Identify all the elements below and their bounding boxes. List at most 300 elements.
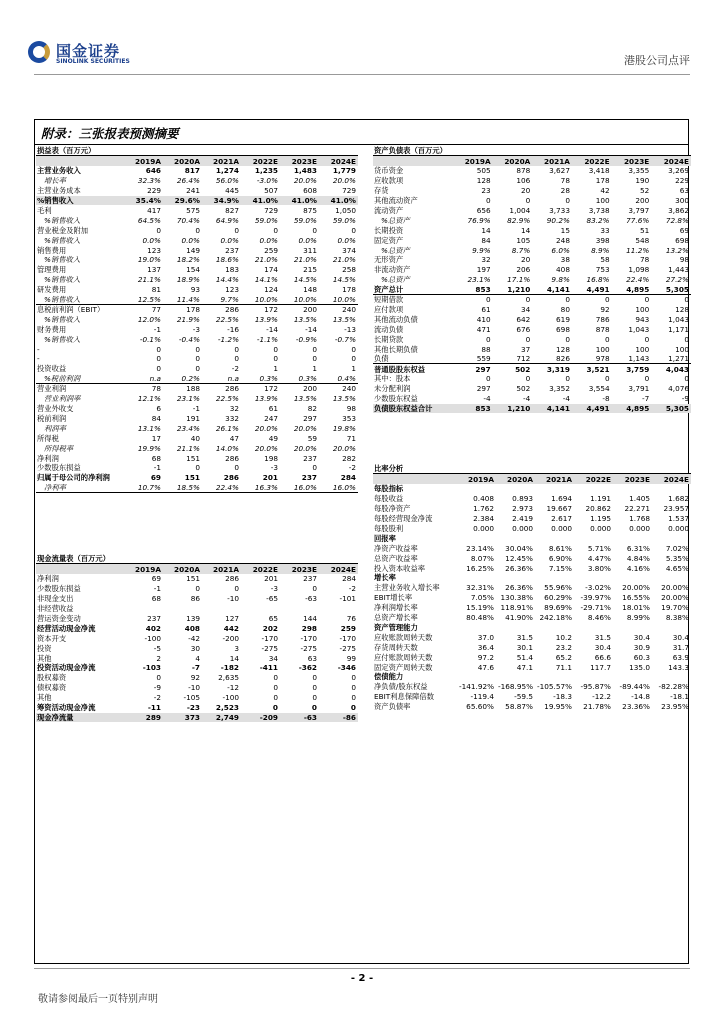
cell-value: -10 bbox=[227, 594, 239, 604]
cell-value: 0 bbox=[525, 374, 531, 384]
row-label: 长期贷款 bbox=[374, 334, 404, 344]
year-header: 2023E bbox=[280, 156, 319, 166]
year-header: 2021A bbox=[202, 564, 241, 574]
cell-value: -2 bbox=[348, 463, 356, 473]
cell-value: 1,483 bbox=[293, 166, 317, 176]
cell-value: 200 bbox=[635, 195, 650, 205]
cell-value: 191 bbox=[186, 413, 200, 423]
cell-value: 8.61% bbox=[548, 543, 572, 553]
cell-value: 0 bbox=[234, 344, 239, 354]
table-row bbox=[36, 354, 358, 364]
cell-value: 14 bbox=[481, 225, 491, 235]
row-label: 净利润 bbox=[37, 453, 59, 463]
cell-value: 2.617 bbox=[551, 513, 572, 523]
table-row bbox=[36, 713, 358, 723]
cell-value: -86 bbox=[319, 713, 358, 723]
cell-value: 4.16% bbox=[626, 563, 650, 573]
cell-value: 5.35% bbox=[665, 553, 689, 563]
cell-value: 402 bbox=[145, 623, 161, 633]
cell-value: 13.5% bbox=[293, 394, 317, 404]
row-label: 筹资活动现金净流 bbox=[37, 703, 96, 713]
cell-value: 6.0% bbox=[551, 245, 570, 255]
ratio-analysis-table bbox=[373, 464, 691, 712]
year-header: 2023E bbox=[612, 156, 652, 166]
row-label: 应收账款周转天数 bbox=[374, 632, 433, 642]
cell-value: -4 bbox=[562, 394, 570, 404]
row-label: 回报率 bbox=[374, 533, 396, 543]
cell-value: 61 bbox=[481, 304, 491, 314]
cell-value: 575 bbox=[186, 205, 200, 215]
cell-value: 0 bbox=[234, 225, 239, 235]
cell-value: 26.36% bbox=[505, 563, 533, 573]
cell-value: 151 bbox=[186, 453, 200, 463]
cell-value: 20.862 bbox=[585, 504, 611, 514]
cell-value: 149 bbox=[186, 245, 200, 255]
cell-value: 4.84% bbox=[626, 553, 650, 563]
cell-value: 3,797 bbox=[628, 205, 650, 215]
table-row bbox=[373, 374, 691, 384]
year-header: 2022E bbox=[241, 564, 280, 574]
cell-value: 82.9% bbox=[507, 215, 531, 225]
row-label: 每股收益 bbox=[374, 494, 404, 504]
cell-value: -362 bbox=[298, 663, 317, 673]
cell-value: 0 bbox=[486, 334, 491, 344]
cell-value: -4 bbox=[483, 394, 491, 404]
row-label: 存货周转天数 bbox=[374, 642, 418, 652]
cell-value: 66.6 bbox=[594, 652, 611, 662]
row-label: 净资产收益率 bbox=[374, 543, 418, 553]
table-title: 损益表（百万元） bbox=[36, 146, 358, 156]
cell-value bbox=[163, 604, 202, 614]
row-label: 货币资金 bbox=[374, 166, 404, 176]
cell-value: 1,043 bbox=[628, 324, 650, 334]
cell-value: 10.0% bbox=[319, 295, 358, 305]
table-title: 比率分析 bbox=[373, 464, 691, 474]
cell-value: 1.191 bbox=[590, 494, 611, 504]
cell-value: 258 bbox=[342, 265, 356, 275]
cell-value bbox=[124, 604, 163, 614]
cell-value: 259 bbox=[340, 623, 356, 633]
table-row bbox=[36, 463, 358, 473]
table-row bbox=[36, 364, 358, 374]
cell-value: 505 bbox=[476, 166, 491, 176]
row-label: 其他长期负债 bbox=[374, 344, 418, 354]
cell-value: 10.2 bbox=[555, 632, 572, 642]
cell-value: 178 bbox=[595, 176, 610, 186]
cell-value: -1.2% bbox=[217, 334, 239, 344]
cell-value: -42 bbox=[188, 633, 200, 643]
cell-value: -100 bbox=[144, 633, 161, 643]
table-row bbox=[373, 573, 691, 583]
cell-value: 0 bbox=[525, 195, 531, 205]
cell-value: 5.71% bbox=[587, 543, 611, 553]
cell-value: -7 bbox=[191, 663, 200, 673]
cell-value: 1.537 bbox=[668, 513, 689, 523]
row-label: 营业利润 bbox=[37, 384, 67, 394]
cell-value: 0.0% bbox=[220, 235, 239, 245]
cell-value: 0 bbox=[234, 354, 239, 364]
row-label: 其他流动资产 bbox=[374, 195, 418, 205]
cell-value: 247 bbox=[264, 413, 278, 423]
cell-value: 1.768 bbox=[629, 513, 650, 523]
cell-value: 0 bbox=[156, 364, 161, 374]
cell-value: -1 bbox=[153, 324, 161, 334]
table-row bbox=[36, 613, 358, 623]
income-statement-table bbox=[36, 146, 358, 493]
cell-value: 22.4% bbox=[626, 275, 650, 285]
row-label: 股权募资 bbox=[37, 673, 67, 683]
cell-value: 408 bbox=[556, 265, 570, 275]
cell-value: 151 bbox=[186, 574, 200, 584]
cell-value bbox=[613, 672, 652, 682]
cell-value: 0.000 bbox=[590, 523, 611, 533]
table-row bbox=[36, 344, 358, 354]
table-row bbox=[373, 533, 691, 543]
cell-value: 63 bbox=[679, 186, 689, 196]
cell-value bbox=[652, 573, 691, 583]
cell-value: 172 bbox=[264, 305, 278, 315]
cell-value: 502 bbox=[515, 364, 531, 374]
cell-value: 4.47% bbox=[587, 553, 611, 563]
table-row bbox=[373, 603, 691, 613]
row-label: 少数股东损益 bbox=[37, 463, 81, 473]
table-row bbox=[373, 225, 691, 235]
table-row bbox=[373, 523, 691, 533]
cell-value: 78 bbox=[560, 176, 570, 186]
cell-value: -1.1% bbox=[256, 334, 278, 344]
row-label: EBIT增长率 bbox=[374, 593, 413, 603]
table-row bbox=[36, 633, 358, 643]
cell-value: 286 bbox=[225, 574, 239, 584]
row-label: %销售收入 bbox=[44, 314, 81, 324]
cell-value: 1,050 bbox=[335, 205, 356, 215]
cell-value: 548 bbox=[635, 235, 650, 245]
row-label: %总资产 bbox=[381, 215, 410, 225]
cell-value: 34 bbox=[268, 653, 278, 663]
cell-value: 22.271 bbox=[624, 504, 650, 514]
row-label: 净利润增长率 bbox=[374, 603, 418, 613]
cell-value: 242.18% bbox=[539, 613, 572, 623]
year-header-row bbox=[373, 156, 691, 166]
table-row bbox=[36, 225, 358, 235]
cell-value bbox=[496, 484, 535, 494]
cell-value: 16.0% bbox=[280, 483, 319, 493]
row-label: 研发费用 bbox=[37, 285, 67, 295]
cell-value: 5,305 bbox=[651, 285, 691, 295]
cell-value: 16.8% bbox=[586, 275, 610, 285]
cell-value: 0 bbox=[273, 673, 278, 683]
table-row bbox=[36, 404, 358, 414]
cell-value: 698 bbox=[556, 324, 570, 334]
cell-value: 0 bbox=[312, 693, 317, 703]
cell-value: 0 bbox=[273, 225, 278, 235]
row-label: %销售收入 bbox=[44, 275, 81, 285]
cell-value: -3 bbox=[270, 584, 278, 594]
row-label: 毛利 bbox=[37, 205, 52, 215]
cell-value: 41.0% bbox=[319, 196, 358, 206]
cell-value: 174 bbox=[264, 265, 278, 275]
year-header: 2023E bbox=[280, 564, 319, 574]
row-label: 所得税 bbox=[37, 433, 59, 443]
cell-value: 373 bbox=[163, 713, 202, 723]
cell-value: -14.8 bbox=[631, 692, 650, 702]
cell-value: 60.29% bbox=[544, 593, 572, 603]
cell-value: 69 bbox=[151, 574, 161, 584]
row-label: 资本开支 bbox=[37, 633, 67, 643]
cell-value: 198 bbox=[264, 453, 278, 463]
cell-value: 0.2% bbox=[163, 374, 202, 384]
year-header-row bbox=[36, 156, 358, 166]
cell-value: 118.91% bbox=[500, 603, 533, 613]
cell-value: 445 bbox=[225, 186, 239, 196]
table-row bbox=[373, 314, 691, 324]
table-row bbox=[36, 384, 358, 394]
cell-value: 0 bbox=[604, 334, 610, 344]
cell-value: 0.000 bbox=[668, 523, 689, 533]
table-row bbox=[373, 166, 691, 176]
table-row bbox=[373, 295, 691, 305]
cell-value: 72.8% bbox=[665, 215, 689, 225]
cell-value: 105 bbox=[516, 235, 531, 245]
cell-value: -275 bbox=[300, 643, 317, 653]
cell-value: 2,749 bbox=[202, 713, 241, 723]
cell-value: -119.4 bbox=[470, 692, 494, 702]
cell-value: 100 bbox=[675, 344, 689, 354]
cell-value: 729 bbox=[342, 186, 356, 196]
cell-value: 10.7% bbox=[124, 483, 163, 493]
row-label: 营业利润率 bbox=[44, 394, 81, 404]
cell-value: -9 bbox=[681, 394, 689, 404]
cell-value bbox=[319, 604, 358, 614]
cell-value: 19.8% bbox=[332, 423, 356, 433]
table-row bbox=[373, 404, 691, 414]
table-row bbox=[373, 632, 691, 642]
cell-value: n.a bbox=[202, 374, 241, 384]
row-label: 管理费用 bbox=[37, 265, 67, 275]
cell-value: 20.00% bbox=[661, 593, 689, 603]
table-row bbox=[373, 265, 691, 275]
cell-value bbox=[652, 533, 691, 543]
cell-value: 58.87% bbox=[505, 702, 533, 712]
cell-value: -18.3 bbox=[553, 692, 572, 702]
table-row bbox=[36, 255, 358, 265]
cell-value: 9.8% bbox=[551, 275, 570, 285]
cell-value: -168.95% bbox=[498, 682, 534, 692]
cell-value: 471 bbox=[476, 324, 491, 334]
cell-value: 0 bbox=[273, 344, 278, 354]
cell-value: 0 bbox=[195, 584, 200, 594]
cell-value: 0 bbox=[312, 673, 317, 683]
table-row bbox=[36, 196, 358, 206]
table-row bbox=[373, 334, 691, 344]
cell-value: -59.5 bbox=[514, 692, 533, 702]
cell-value: 3,862 bbox=[668, 205, 689, 215]
table-row bbox=[36, 245, 358, 255]
cell-value: 2,523 bbox=[215, 703, 239, 713]
table-row bbox=[36, 483, 358, 493]
disclaimer-note: 敬请参阅最后一页特别声明 bbox=[38, 994, 158, 1005]
cell-value: 237 bbox=[303, 574, 317, 584]
cell-value: 1,443 bbox=[668, 265, 689, 275]
cell-value: 0 bbox=[195, 364, 200, 374]
cell-value: 65 bbox=[268, 613, 278, 623]
cell-value bbox=[535, 573, 574, 583]
cell-value: 0.408 bbox=[473, 494, 494, 504]
cell-value bbox=[652, 484, 691, 494]
cell-value: 30.4 bbox=[594, 642, 611, 652]
cell-value: 14.0% bbox=[215, 443, 239, 453]
row-label: EBIT利息保障倍数 bbox=[374, 692, 435, 702]
cell-value: -5 bbox=[153, 643, 161, 653]
cell-value: 21.1% bbox=[137, 275, 161, 285]
appendix-title: 附录：三张报表预测摘要 bbox=[41, 126, 179, 141]
cell-value: 2.384 bbox=[473, 513, 494, 523]
footer-divider bbox=[34, 968, 690, 969]
cell-value: -23 bbox=[186, 703, 200, 713]
cell-value: 71 bbox=[346, 433, 356, 443]
row-label: 其他 bbox=[37, 653, 52, 663]
cell-value: 0 bbox=[156, 673, 161, 683]
cell-value: -2 bbox=[348, 584, 356, 594]
cell-value: 21.9% bbox=[176, 314, 200, 324]
cell-value: 0.4% bbox=[319, 374, 358, 384]
table-row bbox=[373, 702, 691, 712]
cell-value: 1,043 bbox=[668, 314, 689, 324]
cell-value: -12 bbox=[227, 683, 239, 693]
cell-value: 3,418 bbox=[588, 166, 610, 176]
cell-value: 47.1 bbox=[516, 662, 533, 672]
cell-value: 12.5% bbox=[124, 295, 163, 305]
cell-value: 0 bbox=[312, 354, 317, 364]
row-label: 资产负债率 bbox=[374, 702, 411, 712]
cell-value: 3,759 bbox=[626, 364, 650, 374]
row-label: %税前利润 bbox=[36, 374, 124, 384]
page-number: - 2 - bbox=[350, 973, 374, 984]
table-row bbox=[373, 583, 691, 593]
cell-value: 753 bbox=[595, 265, 610, 275]
year-header: 2021A bbox=[535, 474, 574, 484]
cell-value: 188 bbox=[186, 384, 200, 394]
year-header: 2019A bbox=[457, 474, 496, 484]
cell-value: -170 bbox=[300, 633, 317, 643]
cell-value: 0 bbox=[604, 295, 610, 305]
cell-value: -103 bbox=[142, 663, 161, 673]
cell-value: 69 bbox=[679, 225, 689, 235]
cell-value: -0.7% bbox=[334, 334, 356, 344]
row-label: 营业外收支 bbox=[37, 404, 74, 414]
table-row bbox=[373, 543, 691, 553]
row-label: %销售收入 bbox=[36, 196, 124, 206]
cell-value: 20.0% bbox=[293, 176, 317, 186]
cell-value bbox=[241, 604, 280, 614]
cell-value: 0 bbox=[644, 295, 650, 305]
table-row bbox=[373, 215, 691, 225]
cell-value: 0.000 bbox=[551, 523, 572, 533]
cell-value: 1.195 bbox=[590, 513, 611, 523]
cell-value: -275 bbox=[339, 643, 356, 653]
cell-value: 14.1% bbox=[254, 275, 278, 285]
cell-value bbox=[496, 623, 535, 633]
cell-value: 8.07% bbox=[470, 553, 494, 563]
cell-value: 71.1 bbox=[555, 662, 572, 672]
cell-value bbox=[457, 533, 496, 543]
table-row bbox=[373, 255, 691, 265]
cell-value: 6.31% bbox=[626, 543, 650, 553]
cell-value: 0 bbox=[273, 693, 278, 703]
cell-value: 200 bbox=[303, 384, 317, 394]
cell-value: 20 bbox=[521, 186, 531, 196]
cell-value: -10 bbox=[188, 683, 200, 693]
cell-value: -182 bbox=[220, 663, 239, 673]
row-label: 长期投资 bbox=[374, 225, 404, 235]
cell-value: 0.3% bbox=[280, 374, 319, 384]
cell-value: 16.0% bbox=[319, 483, 358, 493]
row-label: 投资 bbox=[37, 643, 52, 653]
cell-value: 4,895 bbox=[612, 285, 652, 295]
cell-value: 408 bbox=[184, 623, 200, 633]
cell-value: 82 bbox=[307, 404, 317, 414]
cell-value: 27.2% bbox=[665, 275, 689, 285]
header-divider bbox=[34, 74, 690, 75]
cell-value: 559 bbox=[453, 354, 493, 364]
cell-value: 34.9% bbox=[202, 196, 241, 206]
row-label: 少数股东权益 bbox=[374, 394, 418, 404]
table-row bbox=[36, 314, 358, 324]
cell-value: 34 bbox=[521, 304, 531, 314]
cell-value: 353 bbox=[342, 413, 356, 423]
cell-value bbox=[652, 623, 691, 633]
row-label: 主营业务收入 bbox=[37, 166, 81, 176]
cell-value: 19.9% bbox=[137, 443, 161, 453]
cell-value: 297 bbox=[475, 364, 491, 374]
cell-value: 0 bbox=[272, 703, 278, 713]
row-label: 财务费用 bbox=[37, 324, 67, 334]
cell-value: 237 bbox=[301, 473, 317, 483]
cell-value: 1,171 bbox=[668, 324, 689, 334]
cell-value: 0 bbox=[351, 683, 356, 693]
table-row bbox=[373, 662, 691, 672]
cell-value: 20.0% bbox=[293, 423, 317, 433]
row-label: 存货 bbox=[374, 186, 389, 196]
cell-value: 93 bbox=[190, 285, 200, 295]
cell-value: 12.0% bbox=[137, 314, 161, 324]
cell-value: 3,791 bbox=[628, 384, 650, 394]
cell-value: -0.9% bbox=[295, 334, 317, 344]
cell-value: 30 bbox=[190, 643, 200, 653]
cell-value: 0 bbox=[604, 374, 610, 384]
cell-value: 4,895 bbox=[612, 404, 652, 414]
row-label: %销售收入 bbox=[44, 255, 81, 265]
cell-value: 123 bbox=[147, 245, 161, 255]
cell-value: 11.2% bbox=[626, 245, 650, 255]
row-label: %销售收入 bbox=[44, 215, 81, 225]
cell-value: -13 bbox=[344, 324, 356, 334]
cell-value: 297 bbox=[303, 413, 317, 423]
row-label: 普通股股东权益 bbox=[374, 364, 426, 374]
table-row bbox=[36, 205, 358, 215]
row-label: 债权募资 bbox=[37, 683, 67, 693]
cell-value: 51 bbox=[639, 225, 650, 235]
cell-value: 14.4% bbox=[215, 275, 239, 285]
cell-value: 106 bbox=[516, 176, 531, 186]
year-header: 2020A bbox=[163, 564, 202, 574]
cell-value: -411 bbox=[259, 663, 278, 673]
row-label: 其中：股本 bbox=[374, 374, 411, 384]
cell-value: 19.95% bbox=[544, 702, 572, 712]
cell-value: 20 bbox=[521, 255, 531, 265]
cell-value: 0 bbox=[351, 354, 356, 364]
cell-value: 55.96% bbox=[544, 583, 572, 593]
